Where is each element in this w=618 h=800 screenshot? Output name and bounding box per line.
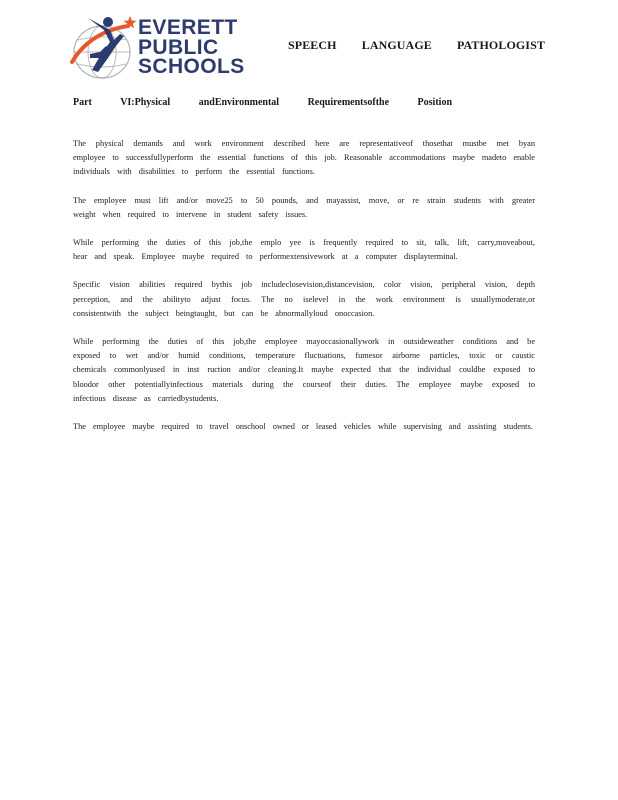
paragraph-travel: The employee maybe required to travel onschool owned or leased vehicles while supervising and assisting students. [73, 422, 533, 432]
paragraph-physical-demands: The physical demands and work environment described here are representativeof thosethat mustbe met byan employee to successfullyperform the essential functions of this job. Reasonable accommodations maybe madeto enable individuals with disabilities to perform the essential functions. [73, 139, 535, 177]
paragraph-lifting: The employee must lift and/or move25 to 50 pounds, and mayassist, move, or re strain students with greater weight when required to intervene in student safety issues. [73, 195, 535, 219]
logo-line-3: SCHOOLS [138, 55, 245, 78]
district-logo [70, 12, 245, 80]
requirements-body [73, 137, 535, 448]
job-title: SPEECH LANGUAGE PATHOLOGIST [288, 38, 545, 52]
logo-line-2: PUBLIC [138, 35, 219, 59]
logo-wordmark [138, 18, 245, 77]
paragraph-environment: While performing the duties of this job,the employee mayoccasionallywork in outsideweather conditions and be exposed to wet and/or humid conditions, temperature fluctuations, fumesor airborne particles, toxic or caustic chemicals commonlyused in inst ruction and/or cleaning.It maybe expected that the individual couldbe exposed to bloodor other potentiallyinfectious materials during the courseof their duties. The employee maybe exposed to infectious disease as carriedbystudents. [73, 337, 535, 403]
paragraph-duties: While performing the duties of this job,the emplo yee is frequently required to sit, talk, lift, carry,moveabout, hear and speak. Employee maybe required to performextensivework at a computer displayterminal. [73, 238, 535, 262]
paragraph-vision-noise: Specific vision abilities required bythis job includeclosevision,distancevision, color vision, peripheral vision, depth perception, and the abilityto adjust focus. The no iselevel in the work environment is usuallymoderate,or consistentwith the subject beingtaught, but can be abnormallyloud onoccasion. [73, 280, 535, 318]
section-title: Part VI:Physical andEnvironmental Requirementsofthe Position [73, 97, 453, 108]
logo-line-1: EVERETT [138, 16, 238, 39]
runner-globe-star-logo-icon [70, 12, 138, 80]
